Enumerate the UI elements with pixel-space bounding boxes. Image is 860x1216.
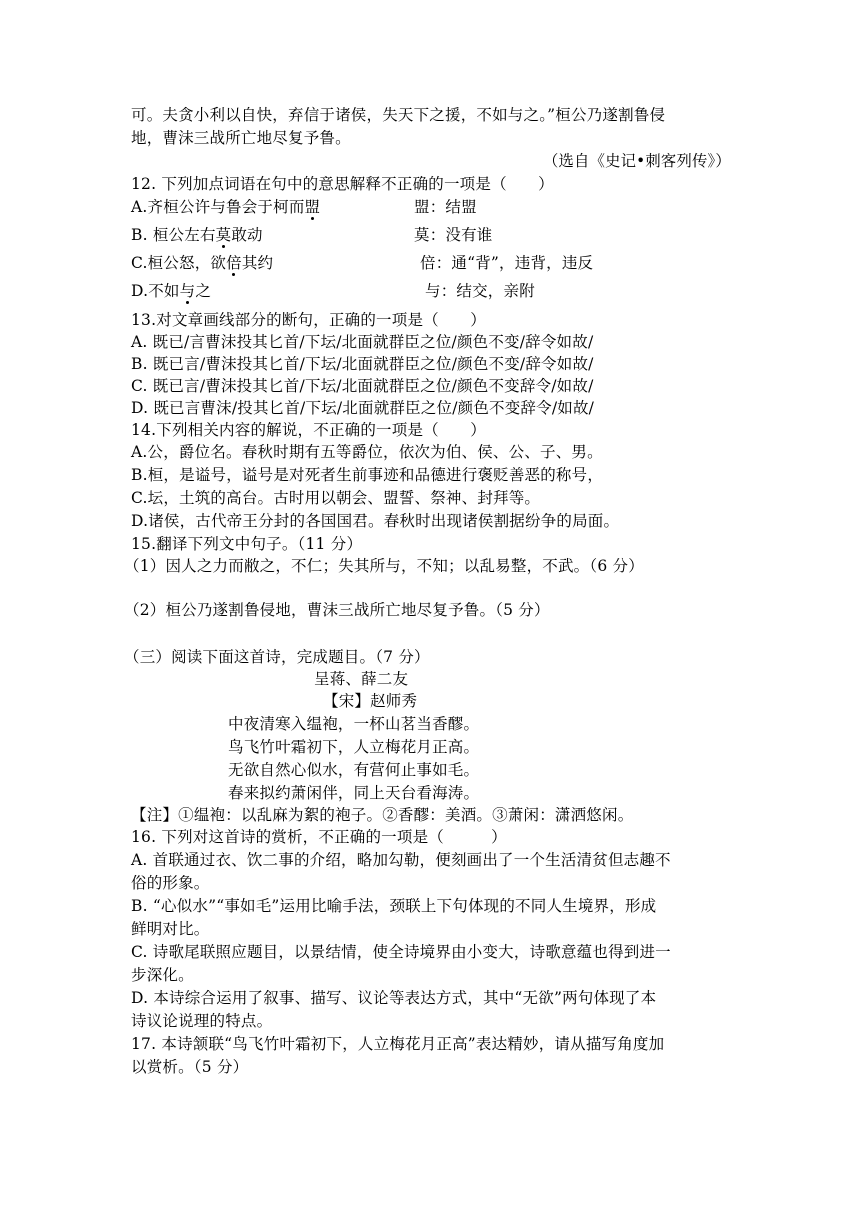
q12-option-a bbox=[131, 196, 477, 218]
poem-author: 【宋】赵师秀 bbox=[323, 692, 418, 710]
q16-option-c: C. 诗歌尾联照应题目，以景结情，使全诗境界由小变大，诗歌意蕴也得到进一 bbox=[131, 943, 671, 961]
q14-option-a: A.公，爵位名。春秋时期有五等爵位，依次为伯、侯、公、子、男。 bbox=[131, 443, 603, 461]
option-definition: 与：结交，亲附 bbox=[425, 282, 535, 300]
dotted-word: 盟 bbox=[304, 198, 321, 216]
option-definition: 倍：通“背”，违背，违反 bbox=[420, 254, 594, 272]
option-text: B. 桓公左右 bbox=[131, 226, 216, 244]
q16-option-b-cont: 鲜明对比。 bbox=[131, 920, 210, 938]
q16-option-a: A. 首联通过衣、饮二事的介绍，略加勾勒，便刻画出了一个生活清贫但志趣不 bbox=[131, 851, 671, 869]
q16-option-b: B. “心似水”“事如毛”运用比喻手法，颈联上下句体现的不同人生境界，形成 bbox=[131, 897, 657, 915]
q15-stem: 15.翻译下列文中句子。（11 分） bbox=[131, 535, 363, 553]
q13-option-b: B. 既已言/曹沫投其匕首/下坛/北面就群臣之位/颜色不变/辞令如故/ bbox=[131, 355, 594, 373]
poem-line: 无欲自然心似水，有营何止事如毛。 bbox=[228, 761, 480, 779]
option-text: 其约 bbox=[241, 254, 274, 272]
q14-option-c: C.坛，土筑的高台。古时用以朝会、盟誓、祭神、封拜等。 bbox=[131, 489, 541, 507]
section-heading: （三）阅读下面这首诗，完成题目。（7 分） bbox=[124, 648, 430, 666]
poem-line: 中夜清寒入缊袍，一杯山茗当香醪。 bbox=[228, 715, 480, 733]
option-definition: 盟：结盟 bbox=[414, 198, 477, 216]
q13-option-a: A. 既已/言曹沫投其匕首/下坛/北面就群臣之位/颜色不变/辞令如故/ bbox=[131, 333, 594, 351]
q12-stem: 12. 下列加点词语在句中的意思解释不正确的一项是（ ） bbox=[131, 175, 554, 193]
option-text: C.桓公怒，欲 bbox=[131, 254, 227, 272]
q15-sentence-2: （2）桓公乃遂割鲁侵地，曹沫三战所亡地尽复予鲁。（5 分） bbox=[124, 601, 550, 619]
option-text: D.不如 bbox=[131, 282, 180, 300]
q14-stem: 14.下列相关内容的解说，不正确的一项是（ ） bbox=[131, 421, 486, 439]
poem-note: 【注】①缊袍：以乱麻为絮的袍子。②香醪：美酒。③萧闲：潇洒悠闲。 bbox=[131, 806, 634, 824]
q16-stem: 16. 下列对这首诗的赏析，不正确的一项是（ ） bbox=[131, 828, 507, 846]
dotted-word: 与 bbox=[179, 282, 196, 300]
option-definition: 莫：没有谁 bbox=[414, 226, 493, 244]
option-text: 敢动 bbox=[231, 226, 263, 244]
q12-option-c bbox=[131, 252, 594, 274]
q13-stem: 13.对文章画线部分的断句，正确的一项是（ ） bbox=[131, 311, 486, 329]
poem-title: 呈蒋、薛二友 bbox=[314, 670, 409, 688]
q12-option-d bbox=[131, 280, 535, 302]
q13-option-c: C. 既已言/曹沫投其匕首/下坛/北面就群臣之位/颜色不变辞令/如故/ bbox=[131, 377, 594, 395]
passage-line-2: 地，曹沫三战所亡地尽复予鲁。 bbox=[131, 129, 351, 147]
passage-line-1: 可。夫贪小利以自快，弃信于诸侯，失天下之援，不如与之。”桓公乃遂割鲁侵 bbox=[131, 106, 666, 124]
passage-source: （选自《史记•刺客列传》） bbox=[543, 152, 731, 170]
option-text: A.齐桓公许与鲁会于柯而 bbox=[131, 198, 305, 216]
q16-option-a-cont: 俗的形象。 bbox=[131, 874, 210, 892]
poem-line: 鸟飞竹叶霜初下，人立梅花月正高。 bbox=[228, 738, 480, 756]
q17-stem-cont: 以赏析。（5 分） bbox=[131, 1058, 249, 1076]
q14-option-b: B.桓，是谥号，谥号是对死者生前事迹和品德进行褒贬善恶的称号， bbox=[131, 466, 604, 484]
q16-option-d: D. 本诗综合运用了叙事、描写、议论等表达方式，其中“无欲”两句体现了本 bbox=[131, 989, 657, 1007]
q14-option-d: D.诸侯，古代帝王分封的各国国君。春秋时出现诸侯割据纷争的局面。 bbox=[131, 512, 620, 530]
dotted-word: 倍 bbox=[226, 254, 242, 272]
q16-option-c-cont: 步深化。 bbox=[131, 966, 194, 984]
q17-stem: 17. 本诗颔联“鸟飞竹叶霜初下，人立梅花月正高”表达精妙，请从描写角度加 bbox=[131, 1035, 665, 1053]
q13-option-d: D. 既已言曹沫/投其匕首/下坛/北面就群臣之位/颜色不变辞令/如故/ bbox=[131, 399, 595, 417]
poem-line: 春来拟约萧闲伴，同上天台看海涛。 bbox=[228, 784, 480, 802]
q15-sentence-1: （1）因人之力而敝之，不仁；失其所与，不知；以乱易整，不武。（6 分） bbox=[124, 557, 644, 575]
q16-option-d-cont: 诗议论说理的特点。 bbox=[131, 1012, 273, 1030]
q12-option-b bbox=[131, 224, 493, 246]
dotted-word: 莫 bbox=[215, 226, 232, 244]
option-text: 之 bbox=[195, 282, 212, 300]
